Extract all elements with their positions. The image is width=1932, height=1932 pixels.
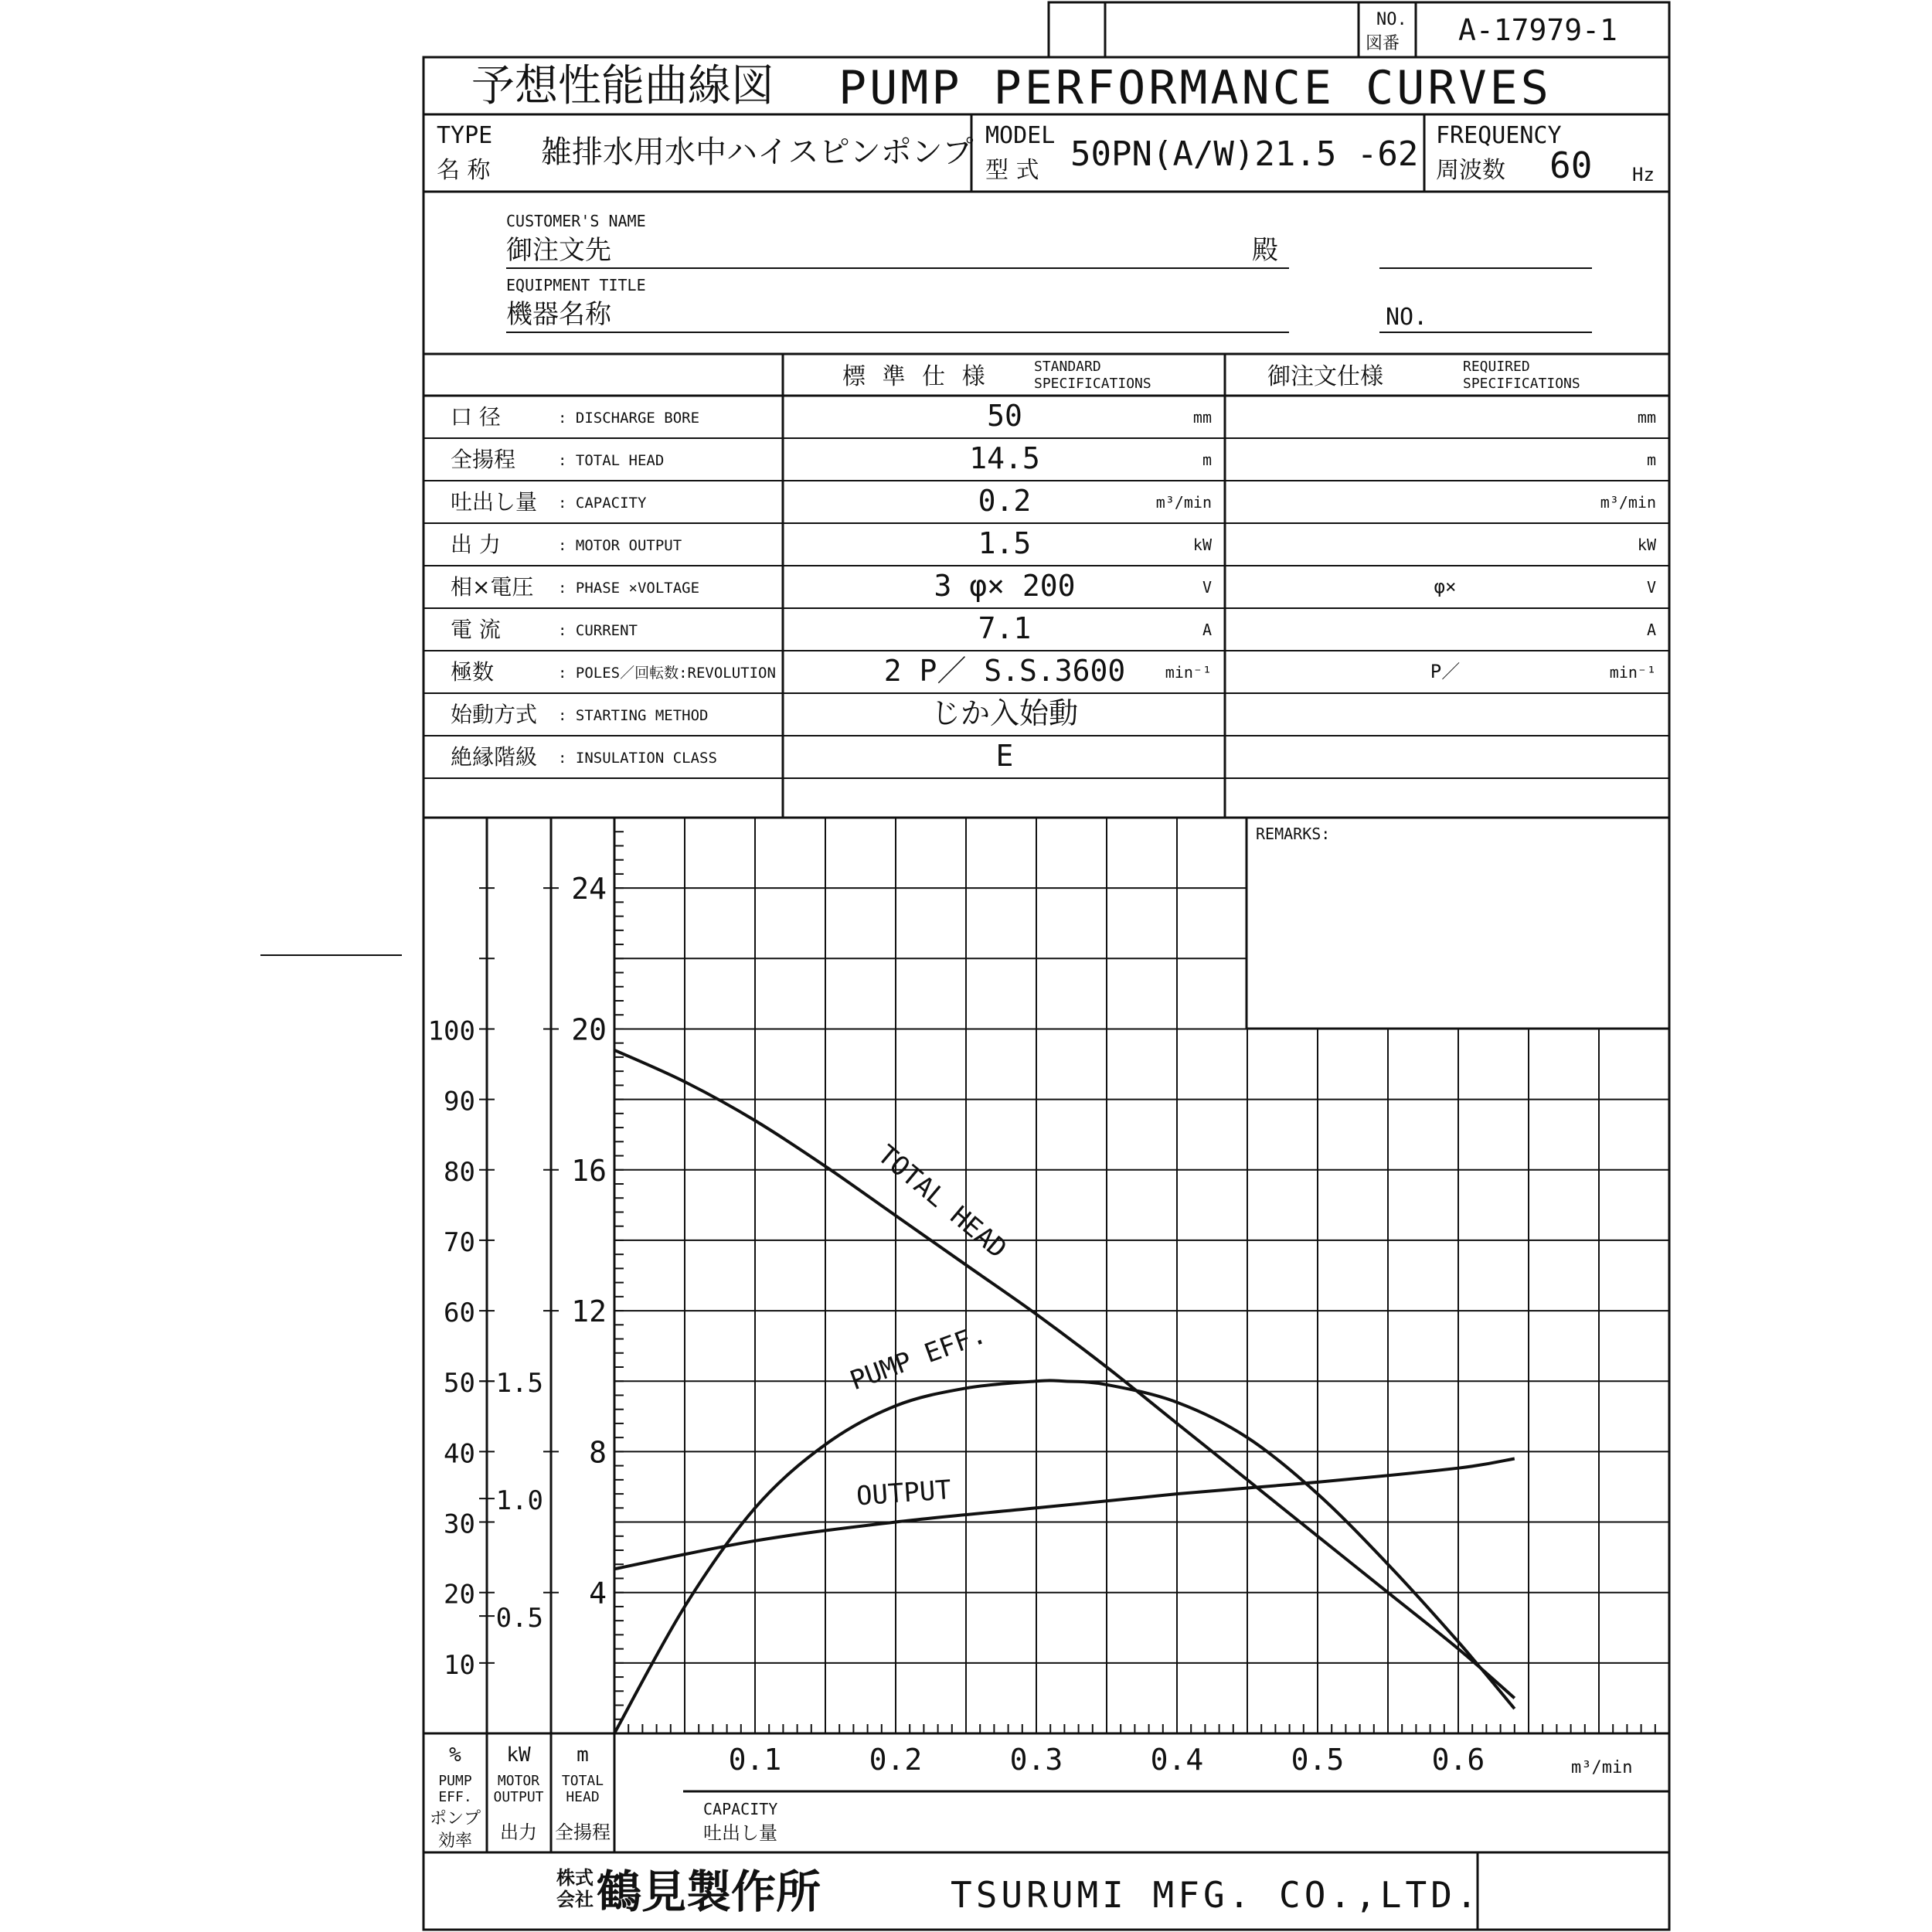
eff-tick-label: 30 — [444, 1509, 475, 1540]
spec-label-jp: 絶縁階級 — [451, 744, 538, 770]
spec-label-en: : DISCHARGE BORE — [558, 410, 700, 427]
spec-label-en: : INSULATION CLASS — [558, 750, 717, 767]
spec-label-jp: 極数 — [451, 659, 495, 685]
title-en: PUMP PERFORMANCE CURVES — [838, 61, 1552, 115]
series-line-efficiency — [614, 1380, 1515, 1733]
spec-required-unit: kW — [1637, 536, 1656, 554]
company-logo-jp: 鶴見製作所 — [597, 1866, 821, 1918]
output-axis-label-1: MOTOR — [497, 1773, 540, 1789]
spec-standard-value: 50 — [987, 399, 1022, 433]
eff-tick-label: 80 — [444, 1156, 475, 1188]
output-axis-label-2: OUTPUT — [493, 1789, 544, 1805]
eff-tick-label: 40 — [444, 1438, 475, 1470]
eff-axis-label-jp-1: ポンプ — [429, 1809, 481, 1828]
spec-required-unit: A — [1646, 621, 1656, 639]
spec-label-jp: 全揚程 — [451, 447, 516, 472]
spec-label-jp: 相×電圧 — [451, 574, 534, 600]
eff-axis-label-1: PUMP — [438, 1773, 472, 1789]
series-label-head: TOTAL HEAD — [871, 1139, 1013, 1265]
series-label-efficiency: PUMP EFF. — [845, 1318, 991, 1397]
customer-label: CUSTOMER'S NAME — [506, 212, 646, 230]
title-jp: 予想性能曲線図 — [471, 61, 774, 111]
head-tick-label: 4 — [589, 1576, 607, 1611]
spec-required-unit: min⁻¹ — [1609, 663, 1656, 682]
x-tick-label: 0.2 — [869, 1743, 923, 1777]
eff-tick-label: 100 — [427, 1015, 475, 1047]
required-header-en-1: REQUIRED — [1463, 359, 1530, 375]
output-axis-label-jp: 出力 — [500, 1821, 537, 1843]
head-tick-label: 24 — [571, 872, 607, 906]
remarks-box — [1247, 818, 1669, 1029]
standard-header-jp: 標 準 仕 様 — [842, 363, 990, 390]
spec-standard-unit: V — [1202, 578, 1212, 597]
spec-label-jp: 吐出し量 — [451, 489, 538, 515]
spec-standard-unit: A — [1202, 621, 1212, 639]
equipment-no-label: NO. — [1386, 304, 1428, 331]
spec-standard-value: 0.2 — [978, 484, 1032, 518]
eff-tick-label: 20 — [444, 1579, 475, 1611]
x-tick-label: 0.6 — [1431, 1743, 1485, 1777]
output-axis-unit: kW — [506, 1743, 531, 1767]
model-label-jp: 型 式 — [985, 157, 1039, 184]
spec-required-unit: m — [1646, 451, 1656, 469]
type-label-jp: 名 称 — [437, 157, 491, 184]
head-tick-label: 20 — [571, 1012, 607, 1047]
frequency-label: FREQUENCY — [1436, 122, 1562, 149]
required-header-jp: 御注文仕様 — [1267, 363, 1383, 390]
spec-label-jp: 出 力 — [451, 532, 501, 557]
spec-required-unit: mm — [1637, 408, 1656, 427]
spec-label-en: : CAPACITY — [558, 495, 647, 512]
model-label: MODEL — [985, 122, 1056, 149]
eff-tick-label: 90 — [444, 1086, 475, 1117]
spec-standard-value: じか入始動 — [930, 696, 1079, 730]
head-axis-label-1: TOTAL — [561, 1773, 604, 1789]
spec-standard-unit: mm — [1192, 408, 1212, 427]
type-label: TYPE — [437, 122, 493, 149]
standard-header-en-1: STANDARD — [1034, 359, 1101, 375]
company-prefix-2: 会社 — [556, 1888, 594, 1910]
x-axis-label-jp: 吐出し量 — [703, 1822, 777, 1844]
drawing-no-label: NO. — [1376, 10, 1407, 29]
spec-required-unit: m³/min — [1600, 493, 1656, 512]
spec-label-en: : CURRENT — [558, 622, 638, 639]
company-name-en: TSURUMI MFG. CO.,LTD. — [951, 1874, 1481, 1916]
spec-standard-value: 2 P／ S.S.3600 — [883, 654, 1126, 688]
eff-axis-label-jp-2: 効率 — [437, 1832, 473, 1851]
spec-standard-value: E — [995, 739, 1014, 773]
frequency-label-jp: 周波数 — [1436, 157, 1505, 184]
spec-standard-value: 7.1 — [978, 611, 1032, 645]
eff-tick-label: 50 — [444, 1368, 475, 1400]
spec-label-jp: 電 流 — [451, 617, 501, 642]
head-tick-label: 16 — [571, 1153, 607, 1188]
eff-tick-label: 10 — [444, 1649, 475, 1681]
frequency-value: 60 — [1549, 145, 1593, 186]
standard-header-en-2: SPECIFICATIONS — [1034, 376, 1151, 392]
equipment-label: EQUIPMENT TITLE — [506, 276, 646, 294]
eff-axis-label-2: EFF. — [438, 1789, 472, 1805]
x-tick-label: 0.1 — [728, 1743, 782, 1777]
x-tick-label: 0.3 — [1009, 1743, 1063, 1777]
spec-required-value[interactable]: φ× — [1434, 576, 1457, 597]
drawing-number: A-17979-1 — [1458, 13, 1617, 47]
eff-tick-label: 60 — [444, 1298, 475, 1329]
output-tick-label: 1.5 — [495, 1368, 543, 1400]
head-tick-label: 8 — [589, 1435, 607, 1470]
spec-standard-value: 1.5 — [978, 526, 1032, 560]
spec-standard-unit: m — [1202, 451, 1212, 469]
series-label-output: OUTPUT — [855, 1475, 953, 1512]
spec-label-en: : PHASE ×VOLTAGE — [558, 580, 700, 597]
spec-label-jp: 始動方式 — [451, 702, 538, 727]
spec-label-jp: 口 径 — [451, 404, 501, 430]
spec-standard-unit: min⁻¹ — [1165, 663, 1212, 682]
output-tick-label: 0.5 — [495, 1603, 543, 1634]
output-tick-label: 1.0 — [495, 1485, 543, 1517]
spec-standard-value: 3 φ× 200 — [934, 569, 1076, 603]
head-tick-label: 12 — [571, 1294, 607, 1329]
x-tick-label: 0.4 — [1150, 1743, 1204, 1777]
spec-label-en: : POLES／回転数:REVOLUTION — [558, 665, 776, 682]
x-axis-unit: m³/min — [1571, 1758, 1633, 1777]
customer-label-jp: 御注文先 — [506, 235, 611, 266]
spec-standard-unit: kW — [1192, 536, 1212, 554]
equipment-label-jp: 機器名称 — [506, 299, 611, 330]
eff-axis-unit: % — [449, 1743, 461, 1767]
drawing-no-label-jp: 図番 — [1366, 34, 1400, 53]
frequency-unit: Hz — [1632, 164, 1655, 185]
model-value: 50PN(A/W)21.5 -62 — [1070, 134, 1419, 174]
eff-tick-label: 70 — [444, 1226, 475, 1258]
series-line-head — [614, 1050, 1515, 1699]
spec-label-en: : STARTING METHOD — [558, 707, 709, 724]
x-tick-label: 0.5 — [1291, 1743, 1345, 1777]
head-axis-label-jp: 全揚程 — [555, 1821, 611, 1843]
spec-label-en: : TOTAL HEAD — [558, 452, 665, 469]
type-value: 雑排水用水中ハイスピンポンプ — [541, 134, 974, 170]
x-axis-label: CAPACITY — [703, 1800, 778, 1818]
spec-required-value[interactable]: P／ — [1430, 661, 1461, 682]
required-header-en-2: SPECIFICATIONS — [1463, 376, 1580, 392]
head-axis-unit: m — [577, 1743, 589, 1767]
spec-standard-unit: m³/min — [1155, 493, 1212, 512]
company-prefix-1: 株式 — [556, 1866, 594, 1889]
spec-label-en: : MOTOR OUTPUT — [558, 537, 682, 554]
spec-standard-value: 14.5 — [969, 441, 1040, 475]
spec-required-unit: V — [1646, 578, 1656, 597]
customer-honorific: 殿 — [1252, 235, 1278, 266]
head-axis-label-2: HEAD — [566, 1789, 600, 1805]
remarks-label: REMARKS: — [1256, 825, 1331, 843]
